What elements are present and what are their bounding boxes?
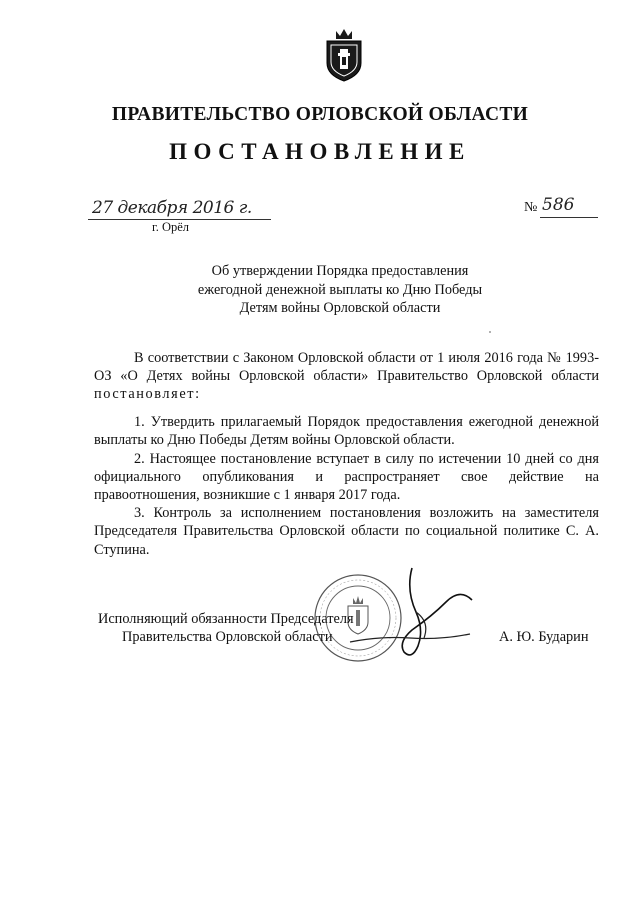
document-number: 586 [542, 195, 575, 215]
decree-word: постановляет: [94, 386, 201, 403]
preamble-paragraph [94, 349, 599, 404]
number-underline [540, 217, 598, 218]
signatory-name: А. Ю. Бударин [499, 629, 589, 645]
orel-coat-of-arms-icon [322, 27, 366, 83]
document-type-title: ПОСТАНОВЛЕНИЕ [169, 139, 471, 164]
signatory-position-line-1: Исполняющий обязанности Председателя [98, 611, 354, 627]
subject-line-3: Детям войны Орловской области [239, 300, 441, 316]
scan-speck [489, 331, 491, 333]
preamble-text: В соответствии с Законом Орловской области от 1 июля 2016 года № 1993-ОЗ «О Детях войны Орловской области» Правительство Орловской области [94, 350, 599, 385]
number-label: № [524, 200, 538, 215]
item-3: 3. Контроль за исполнением постановления возложить на заместителя Председателя Правительства Орловской области по социальной политике С. А. Ступина. [94, 505, 599, 558]
government-title: ПРАВИТЕЛЬСТВО ОРЛОВСКОЙ ОБЛАСТИ [111, 104, 529, 125]
item-2: 2. Настоящее постановление вступает в силу по истечении 10 дней со дня официального опубликования и распространяет свое действие на правоотношения, возникшие с 1 января 2017 года. [94, 450, 599, 503]
document-city: г. Орёл [152, 220, 190, 234]
document-date: 27 декабря 2016 г. [92, 198, 252, 218]
subject-line-2: ежегодной денежной выплаты ко Дню Победы [197, 281, 483, 298]
subject-line-1: Об утверждении Порядка предоставления [211, 263, 469, 279]
document-body [94, 349, 599, 559]
document-subject [140, 262, 540, 318]
signatory-position-line-2: Правительства Орловской области [122, 629, 333, 645]
item-1: 1. Утвердить прилагаемый Порядок предоставления ежегодной денежной выплаты ко Дню Победы Детям войны Орловской области. [94, 414, 599, 449]
